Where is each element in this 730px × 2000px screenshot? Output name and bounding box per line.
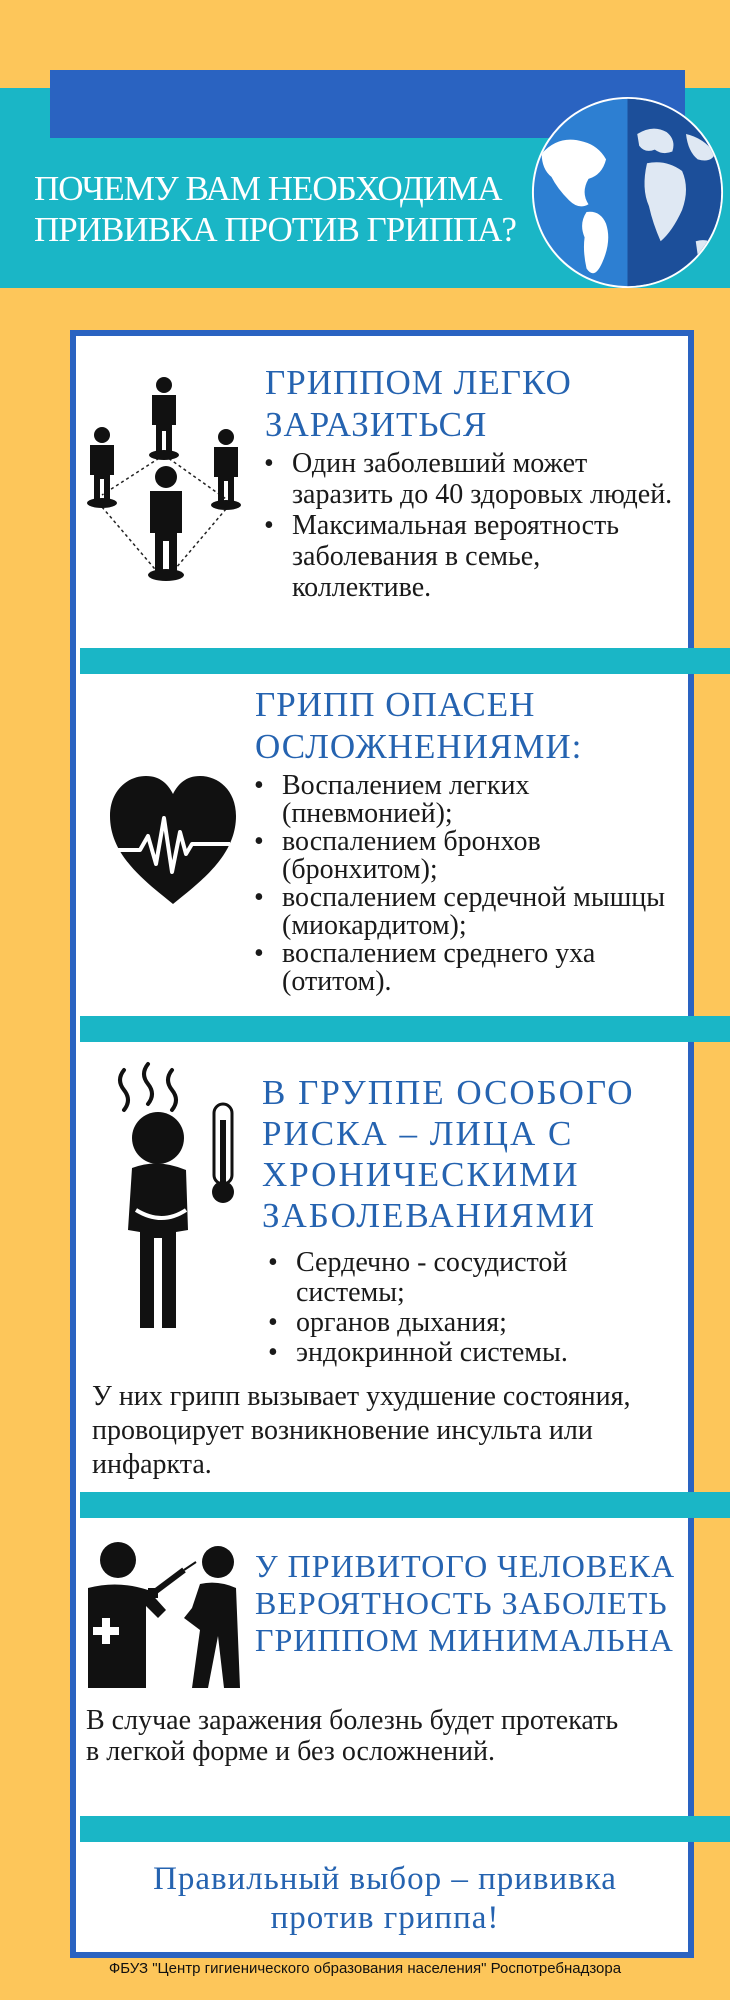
list-item: • воспалением бронхов (бронхитом); [248,828,678,884]
list-item: • Сердечно - сосудистой системы; [262,1248,682,1308]
list-item: • Максимальная вероятность заболевания в семье, коллективе. [258,510,678,603]
section-divider-3 [80,1492,730,1518]
page-title-line-2: ПРИВИВКА ПРОТИВ ГРИППА? [34,210,516,249]
section-1-title-line-2: ЗАРАЗИТЬСЯ [265,405,488,444]
section-divider-2 [80,1016,730,1042]
footer-attribution: ФБУЗ "Центр гигиенического образования населения" Роспотребнадзора [108,1960,622,1977]
list-item: • органов дыхания; [262,1308,682,1338]
section-2-bullets [248,772,678,996]
section-1-bullets [258,448,678,603]
section-4-title-line-3: ГРИППОМ МИНИМАЛЬНА [255,1622,674,1658]
sick-person-thermometer-icon [110,1060,246,1332]
section-3-bullets [262,1248,682,1368]
section-3-title-line-1: В ГРУППЕ ОСОБОГО [262,1073,635,1112]
section-4-note: В случае заражения болезнь будет протекать в легкой форме и без осложнений. [86,1705,619,1767]
section-2-title [255,684,582,768]
page-title [34,168,554,250]
section-2-title-line-1: ГРИПП ОПАСЕН [255,685,536,724]
call-to-action [80,1860,690,1938]
call-to-action-line-1: Правильный выбор – прививка [153,1861,617,1897]
section-4-title [255,1548,675,1659]
section-divider-4 [80,1816,730,1842]
heart-pulse-icon [106,772,240,908]
section-1-title [265,362,572,446]
section-4-title-line-2: ВЕРОЯТНОСТЬ ЗАБОЛЕТЬ [255,1585,668,1621]
section-3-title-line-2: РИСКА – ЛИЦА С [262,1114,574,1153]
globe-icon [530,95,725,290]
section-divider-1 [80,648,730,674]
people-network-icon [78,375,250,585]
section-1-title-line-1: ГРИППОМ ЛЕГКО [265,363,572,402]
list-item: • Один заболевший может заразить до 40 здоровых людей. [258,448,678,510]
list-item: • эндокринной системы. [262,1338,682,1368]
page-title-line-1: ПОЧЕМУ ВАМ НЕОБХОДИМА [34,169,502,208]
section-2-title-line-2: ОСЛОЖНЕНИЯМИ: [255,727,583,766]
call-to-action-line-2: против гриппа! [270,1900,500,1936]
section-3-note: У них грипп вызывает ухудшение состояния, провоцирует возникновение инсульта или инфаркта. [92,1381,631,1480]
section-3-title [262,1072,634,1236]
list-item: • Воспалением легких (пневмонией); [248,772,678,828]
section-3-title-line-3: ХРОНИЧЕСКИМИ [262,1155,580,1194]
section-4-title-line-1: У ПРИВИТОГО ЧЕЛОВЕКА [255,1548,676,1584]
section-3-title-line-4: ЗАБОЛЕВАНИЯМИ [262,1196,597,1235]
list-item: • воспалением сердечной мышцы (миокардитом); [248,884,678,940]
list-item: • воспалением среднего уха (отитом). [248,940,678,996]
doctor-vaccination-icon [88,1540,244,1690]
